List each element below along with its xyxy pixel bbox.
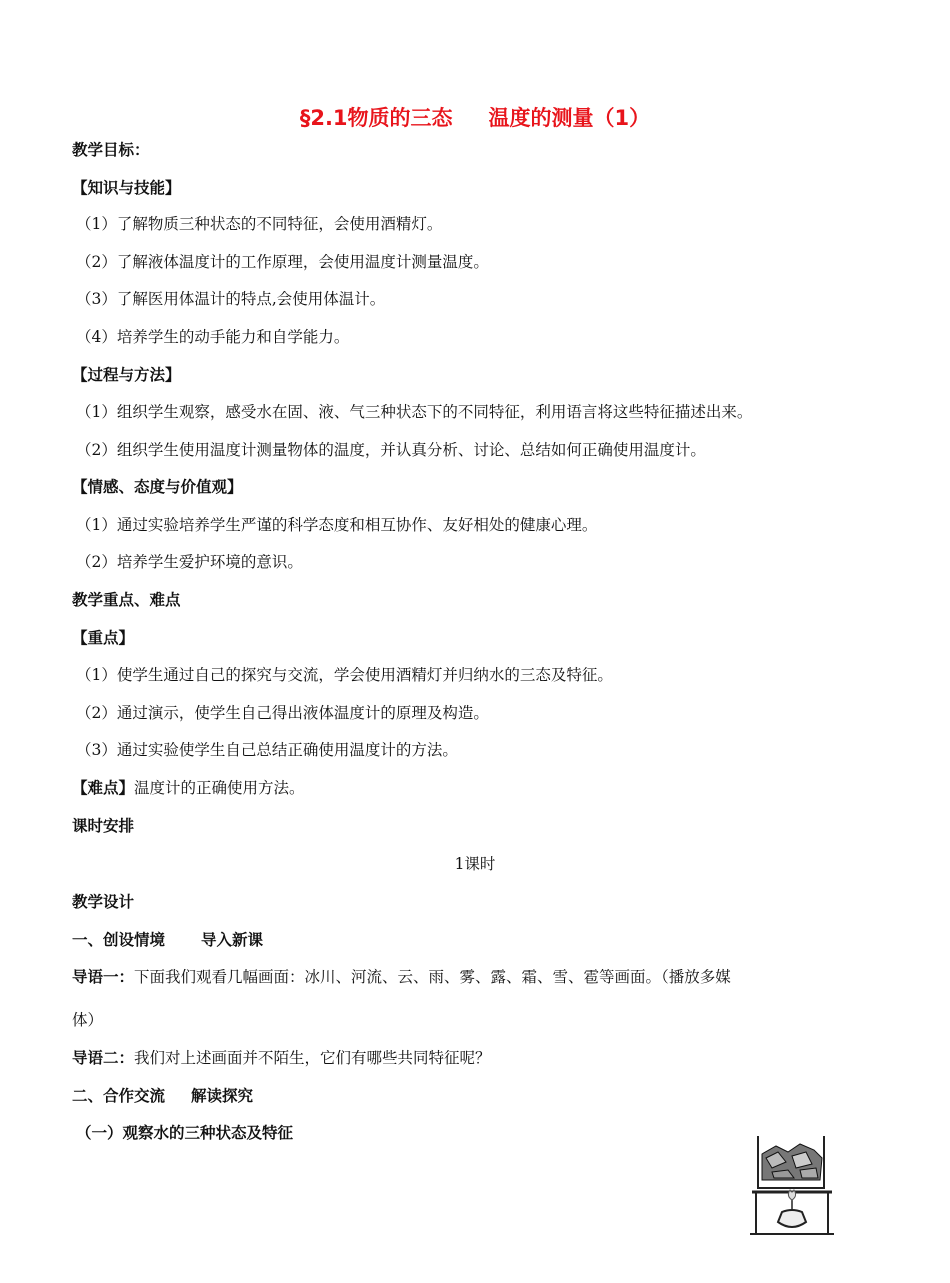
section-1-part1: 一、创设情境: [72, 931, 166, 949]
flame-icon: [788, 1190, 795, 1200]
ice-heating-apparatus-figure: [742, 1128, 842, 1238]
section-2-part2: 解读探究: [191, 1087, 254, 1105]
intro-1-text: 下面我们观看几幅画面：冰川、河流、云、雨、雾、露、霜、雪、雹等画面。（播放多媒: [134, 968, 731, 986]
intro-1-label: 导语一：: [72, 968, 135, 986]
knowledge-item-3: （3）了解医用体温计的特点,会使用体温计。: [76, 290, 386, 308]
objectives-heading: 教学目标：: [72, 141, 150, 159]
intro-1-line: [72, 965, 731, 987]
page-title: [0, 102, 950, 132]
title-part1: §2.1物质的三态: [299, 106, 453, 130]
focus-item-1: （1）使学生通过自己的探究与交流，学会使用酒精灯并归纳水的三态及特征。: [76, 666, 613, 684]
schedule-value: 1课时: [454, 855, 496, 873]
focus-item-3: （3）通过实验使学生自己总结正确使用温度计的方法。: [76, 741, 458, 759]
emotion-heading: 【情感、态度与价值观】: [72, 478, 243, 496]
design-heading: 教学设计: [72, 893, 135, 911]
section-1-part2: 导入新课: [201, 931, 264, 949]
intro-2-line: [72, 1046, 491, 1068]
difficulty-line: [72, 776, 305, 798]
focus-heading: 【重点】: [72, 629, 135, 647]
section-1-heading: [72, 928, 263, 950]
schedule-heading: 课时安排: [72, 817, 135, 835]
intro-1-continued: 体）: [72, 1011, 104, 1029]
emotion-item-1: （1）通过实验培养学生严谨的科学态度和相互协作、友好相处的健康心理。: [76, 516, 598, 534]
knowledge-item-4: （4）培养学生的动手能力和自学能力。: [76, 328, 350, 346]
knowledge-item-1: （1）了解物质三种状态的不同特征，会使用酒精灯。: [76, 215, 443, 233]
focus-item-2: （2）通过演示，使学生自己得出液体温度计的原理及构造。: [76, 704, 489, 722]
process-item-2: （2）组织学生使用温度计测量物体的温度，并认真分析、讨论、总结如何正确使用温度计。: [76, 441, 706, 459]
process-item-1: （1）组织学生观察，感受水在固、液、气三种状态下的不同特征，利用语言将这些特征描述出来。: [76, 403, 753, 421]
subsection-1-heading: （一）观察水的三种状态及特征: [76, 1124, 294, 1142]
emotion-item-2: （2）培养学生爱护环境的意识。: [76, 553, 303, 571]
intro-2-label: 导语二：: [72, 1049, 135, 1067]
intro-2-text: 我们对上述画面并不陌生，它们有哪些共同特征呢？: [134, 1049, 491, 1067]
title-part2: 温度的测量（1）: [488, 106, 651, 130]
keypoints-heading: 教学重点、难点: [72, 591, 181, 609]
section-2-heading: [72, 1084, 253, 1106]
difficulty-text: 温度计的正确使用方法。: [134, 779, 305, 797]
knowledge-item-2: （2）了解液体温度计的工作原理，会使用温度计测量温度。: [76, 253, 489, 271]
knowledge-heading: 【知识与技能】: [72, 179, 181, 197]
difficulty-label: 【难点】: [72, 779, 135, 797]
process-heading: 【过程与方法】: [72, 366, 181, 384]
section-2-part1: 二、合作交流: [72, 1087, 166, 1105]
